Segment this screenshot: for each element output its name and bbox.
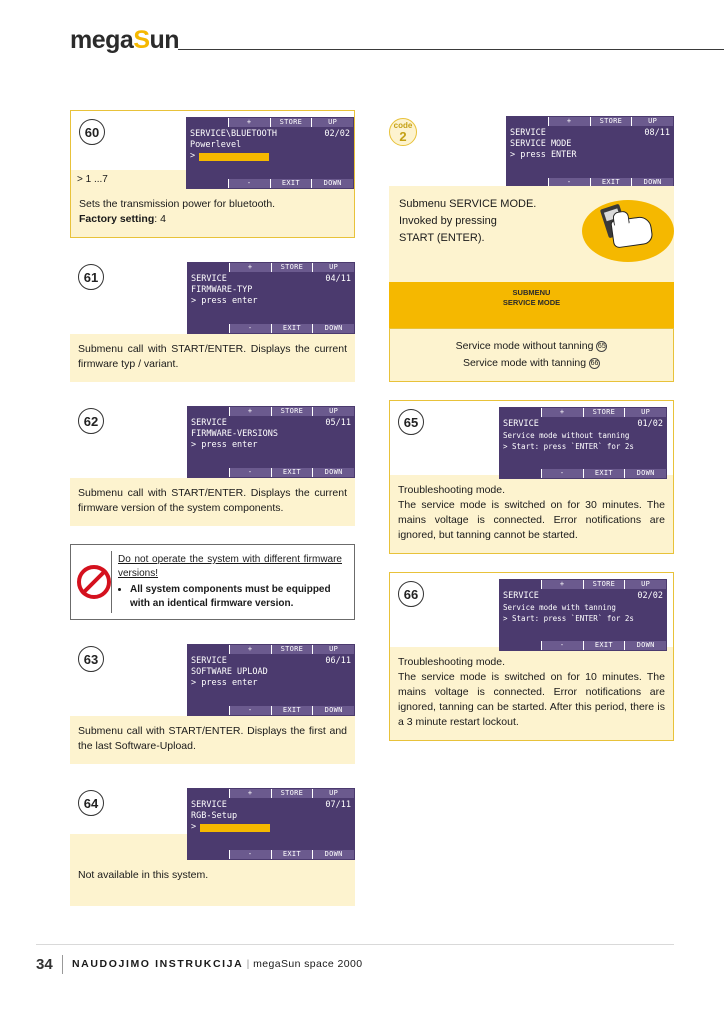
lcd-body-63 [188,654,354,706]
step-64-side-strip [70,834,188,860]
lcd-display-60 [186,117,354,189]
lcd-display-61 [187,262,355,334]
firmware-warning-box [70,544,355,620]
submenu-option-2-ref: 66 [590,360,599,367]
step-number-62: 62 [78,408,104,434]
step-block-62 [70,400,355,526]
lcd-key-store: STORE [591,117,633,126]
lcd-key-exit: EXIT [271,179,313,188]
lcd-top-keys [188,407,354,416]
lcd-display-66 [499,579,667,651]
lcd-body-service-mode [507,126,673,178]
lcd-line2: FIRMWARE-VERSIONS [191,429,278,439]
lcd-key-up: UP [313,263,354,272]
factory-setting-value: : 4 [154,213,166,225]
step-number-66: 66 [398,581,424,607]
step-number-64: 64 [78,790,104,816]
step-number-60: 60 [79,119,105,145]
left-column [70,110,355,924]
lcd-key-exit: EXIT [272,850,314,859]
lcd-key-exit: EXIT [591,178,633,187]
lcd-body-60 [187,127,353,179]
lcd-key-up: UP [313,407,354,416]
footer-doc-title: NAUDOJIMO INSTRUKCIJA [72,958,244,970]
step-65-illustration [390,401,673,475]
lcd-top-keys [507,117,673,126]
lcd-line2: SOFTWARE UPLOAD [191,667,268,677]
step-number-63: 63 [78,646,104,672]
lcd-code: 07/11 [325,800,351,810]
logo-s: S [133,26,150,54]
lcd-key-minus: - [230,324,272,333]
step-number-61: 61 [78,264,104,290]
lcd-title: SERVICE [191,800,227,810]
lcd-key-store: STORE [584,408,626,417]
step-block-64 [70,782,355,906]
lcd-key-down: DOWN [312,179,353,188]
page-number: 34 [36,956,53,973]
page-header [70,26,674,60]
header-divider [178,49,724,50]
lcd-key-up: UP [312,118,353,127]
warning-headline: Do not operate the system with different firmware versions! [118,554,342,579]
funnel-label-line-2: SERVICE MODE [502,298,561,307]
lcd-title: SERVICE\BLUETOOTH [190,129,277,139]
lcd-key-plus: + [230,645,272,654]
lcd-key-down: DOWN [313,706,354,715]
lcd-line2: Service mode with tanning [503,603,616,612]
lcd-body-61 [188,272,354,324]
lcd-key-minus: - [230,850,272,859]
lcd-display-service-mode [506,116,674,188]
step-66-caption: Troubleshooting mode. The service mode is switched on for 10 minutes. The mains voltage is connected. Error notifications are ignored, tanning can be started. After this period, there is a 3 minute restart lockout. [398,656,665,728]
lcd-key-up: UP [625,580,666,589]
lcd-key-down: DOWN [313,324,354,333]
lcd-key-up: UP [313,789,354,798]
lcd-key-down: DOWN [313,850,354,859]
service-mode-note [389,186,674,282]
lcd-bottom-keys [500,641,666,650]
lcd-key-down: DOWN [625,469,666,478]
service-mode-funnel [389,282,674,328]
code-badge-number: 2 [399,128,407,144]
footer-product: megaSun space 2000 [253,958,363,970]
lcd-key-store: STORE [272,263,314,272]
lcd-key-minus: - [542,469,584,478]
lcd-key-plus: + [230,263,272,272]
lcd-key-store: STORE [271,118,313,127]
lcd-top-keys [500,408,666,417]
code-badge-word: code [393,120,413,130]
lcd-bottom-keys [188,850,354,859]
lcd-key-blank [188,645,230,654]
lcd-line2: Powerlevel [190,140,242,150]
lcd-key-down: DOWN [313,468,354,477]
lcd-bottom-keys [188,324,354,333]
lcd-key-plus: + [542,580,584,589]
prohibition-icon [77,551,112,613]
lcd-line3: > press ENTER [510,150,577,160]
lcd-body-62 [188,416,354,468]
lcd-line3: > press enter [191,296,258,306]
step-block-60 [70,110,355,238]
lcd-title: SERVICE [191,418,227,428]
step-number-65: 65 [398,409,424,435]
lcd-key-blank [188,263,230,272]
lcd-key-down: DOWN [632,178,673,187]
code-2-badge [389,118,417,146]
step-63-illustration [70,638,355,716]
lcd-code: 06/11 [325,656,351,666]
lcd-line2: RGB-Setup [191,811,238,821]
funnel-label [389,288,674,308]
step-62-illustration [70,400,355,478]
lcd-code: 08/11 [644,128,670,138]
step-block-66 [389,572,674,741]
lcd-key-blank [188,850,230,859]
lcd-top-keys [500,580,666,589]
lcd-key-plus: + [230,789,272,798]
lcd-key-blank [188,789,230,798]
logo-mega: mega [70,26,134,54]
step-64-illustration [70,782,355,860]
lcd-key-minus: - [542,641,584,650]
warning-text [112,551,348,613]
step-61-caption: Submenu call with START/ENTER. Displays the current firmware typ / variant. [70,334,355,382]
submenu-option-1-text: Service mode without tanning [455,340,594,352]
service-mode-illustration [389,110,674,186]
step-64-caption: Not available in this system. [70,860,355,906]
lcd-key-blank [188,706,230,715]
lcd-key-blank [500,641,542,650]
lcd-display-63 [187,644,355,716]
lcd-body-65 [500,417,666,469]
lcd-key-plus: + [549,117,591,126]
brand-logo [70,26,179,55]
lcd-title: SERVICE [191,274,227,284]
no-entry-symbol [77,565,111,599]
lcd-line2: Service mode without tanning [503,431,630,440]
lcd-key-minus: - [229,179,271,188]
lcd-key-exit: EXIT [272,324,314,333]
step-block-65 [389,400,674,554]
lcd-value-bar [200,824,270,832]
lcd-code: 02/02 [637,591,663,601]
hand-icon [610,215,654,248]
lcd-key-blank [500,408,542,417]
step-61-illustration [70,256,355,334]
submenu-option-2 [400,355,663,372]
lcd-line3: > Start: press `ENTER` for 2s [503,614,634,623]
lcd-top-keys [188,263,354,272]
page-footer [0,956,724,982]
lcd-key-plus: + [229,118,271,127]
lcd-line3: > [191,822,197,832]
lcd-code: 05/11 [325,418,351,428]
step-block-61 [70,256,355,382]
lcd-key-store: STORE [272,645,314,654]
lcd-key-minus: - [549,178,591,187]
step-63-caption: Submenu call with START/ENTER. Displays the first and the last Software-Upload. [70,716,355,764]
lcd-code: 02/02 [324,129,350,139]
lcd-key-exit: EXIT [272,468,314,477]
step-60-side-note: > 1 ...7 [71,170,189,189]
lcd-key-plus: + [230,407,272,416]
lcd-key-blank [187,179,229,188]
lcd-code: 01/02 [637,419,663,429]
factory-setting-label: Factory setting [79,213,155,225]
service-note-line-1: Submenu SERVICE MODE. [399,198,537,210]
lcd-key-blank [500,580,542,589]
lcd-body-66 [500,589,666,641]
lcd-title: SERVICE [503,419,539,429]
step-65-caption: Troubleshooting mode. The service mode is switched on for 30 minutes. The mains voltage is connected. Error notifications are ignored, but tanning cannot be started. [398,484,665,541]
lcd-display-65 [499,407,667,479]
lcd-bottom-keys [188,706,354,715]
step-block-63 [70,638,355,764]
lcd-bottom-keys [187,179,353,188]
lcd-line3: > Start: press `ENTER` for 2s [503,442,634,451]
service-note-line-2: Invoked by pressing [399,215,497,227]
submenu-option-2-text: Service mode with tanning [462,357,587,369]
lcd-key-blank [500,469,542,478]
lcd-key-blank [188,324,230,333]
lcd-display-64 [187,788,355,860]
lcd-body-64 [188,798,354,850]
lcd-key-down: DOWN [625,641,666,650]
lcd-title: SERVICE [503,591,539,601]
submenu-option-1 [400,338,663,355]
lcd-bottom-keys [188,468,354,477]
lcd-key-store: STORE [272,789,314,798]
lcd-top-keys [188,789,354,798]
step-60-caption [71,189,354,237]
lcd-value-bar [199,153,269,161]
step-62-caption: Submenu call with START/ENTER. Displays the current firmware version of the system components. [70,478,355,526]
service-note-line-3: START (ENTER). [399,232,485,244]
lcd-key-up: UP [632,117,673,126]
lcd-bottom-keys [500,469,666,478]
lcd-line3: > press enter [191,440,258,450]
lcd-line3: > [190,151,196,161]
right-column [389,110,674,759]
lcd-key-minus: - [230,468,272,477]
footer-vertical-divider [62,955,63,974]
step-60-illustration [71,111,354,189]
footer-separator: | [246,958,250,970]
lcd-key-plus: + [542,408,584,417]
service-mode-intro [389,110,674,382]
lcd-line3: > press enter [191,678,258,688]
lcd-key-blank [188,468,230,477]
lcd-display-62 [187,406,355,478]
step-66-illustration [390,573,673,647]
footer-divider [36,944,674,945]
funnel-label-line-1: SUBMENU [512,288,551,297]
lcd-key-minus: - [230,706,272,715]
submenu-option-1-ref: 65 [597,343,606,350]
lcd-line2: FIRMWARE-TYP [191,285,253,295]
lcd-title: SERVICE [510,128,546,138]
lcd-top-keys [187,118,353,127]
logo-un: un [149,26,180,54]
lcd-key-exit: EXIT [584,641,626,650]
lcd-key-up: UP [625,408,666,417]
service-mode-submenu-box [389,328,674,382]
lcd-key-exit: EXIT [272,706,314,715]
lcd-code: 04/11 [325,274,351,284]
lcd-line2: SERVICE MODE [510,139,572,149]
lcd-key-blank [188,407,230,416]
lcd-key-store: STORE [272,407,314,416]
lcd-key-blank [507,117,549,126]
lcd-key-exit: EXIT [584,469,626,478]
warning-bullet: • All system components must be equipped with an identical firmware version. [130,583,342,611]
lcd-key-up: UP [313,645,354,654]
lcd-top-keys [188,645,354,654]
footer-text [72,958,362,970]
lcd-key-blank [187,118,229,127]
lcd-key-store: STORE [584,580,626,589]
hand-pressing-remote-icon [598,206,660,250]
caption-text: Sets the transmission power for bluetooth. [79,198,276,210]
lcd-title: SERVICE [191,656,227,666]
